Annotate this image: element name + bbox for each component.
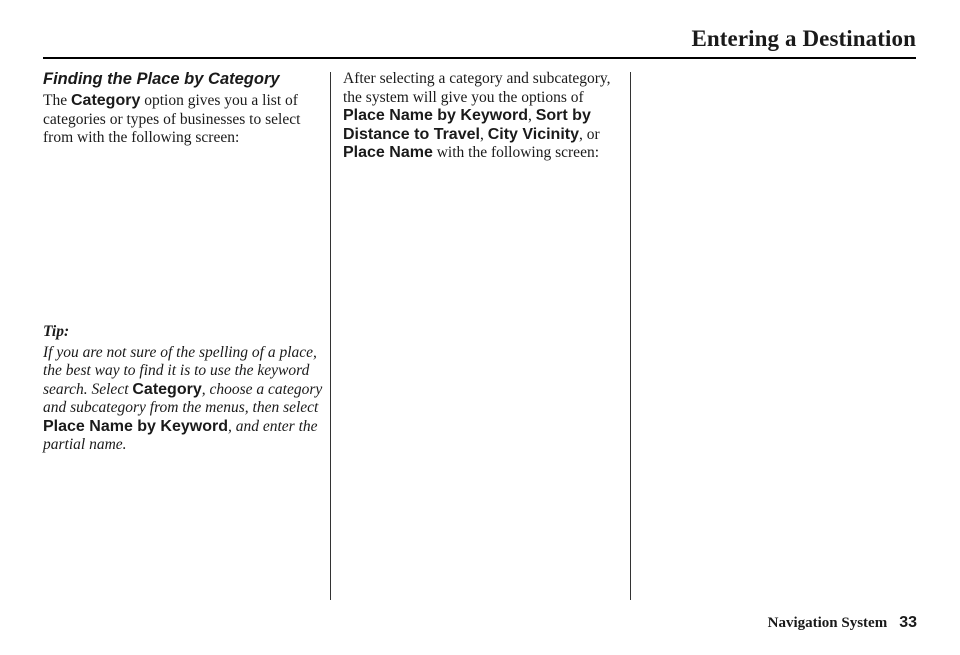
right-column [343, 70, 618, 163]
tip-place-name-keyword-term: Place Name by Keyword [43, 417, 228, 435]
options-text-1: After selecting a category and subcategory, the system will give you the options of [343, 70, 611, 106]
tip-block [43, 323, 328, 455]
options-text-4: , or [579, 125, 600, 143]
place-name-keyword-term: Place Name by Keyword [343, 107, 528, 124]
column-divider-left [330, 72, 331, 600]
page-number: 33 [899, 614, 917, 631]
tip-label: Tip: [43, 323, 70, 340]
sort-by-distance-term: Sort by Distance to Travel [343, 107, 591, 143]
tip-text-2: , choose a category and subcategory from the menus, then select [43, 380, 323, 416]
intro-text-1: The [43, 92, 71, 109]
category-term: Category [70, 92, 141, 109]
intro-text-2: option gives you a list of categories or types of businesses to select from with the following screen: [43, 92, 301, 146]
left-column [43, 70, 323, 148]
city-vicinity-term: City Vicinity [487, 125, 579, 143]
header-divider [43, 57, 916, 59]
footer-section-title: Navigation System [767, 615, 888, 631]
tip-paragraph [43, 344, 328, 455]
tip-text-1: If you are not sure of the spelling of a place, the best way to find it is to use the keyword search. Select [43, 343, 317, 398]
section-heading: Finding the Place by Category [43, 70, 280, 88]
place-name-term: Place Name [343, 144, 433, 161]
tip-category-term: Category [132, 380, 202, 398]
options-text-2: , [527, 107, 536, 124]
options-text-3: , [479, 125, 488, 143]
options-paragraph [343, 70, 618, 163]
intro-paragraph [43, 92, 323, 148]
options-text-5: with the following screen: [432, 144, 599, 161]
tip-text-3: , and enter the partial name. [43, 417, 318, 453]
page-footer [768, 614, 917, 632]
page-header-title: Entering a Destination [691, 26, 916, 51]
column-divider-right [630, 72, 631, 600]
